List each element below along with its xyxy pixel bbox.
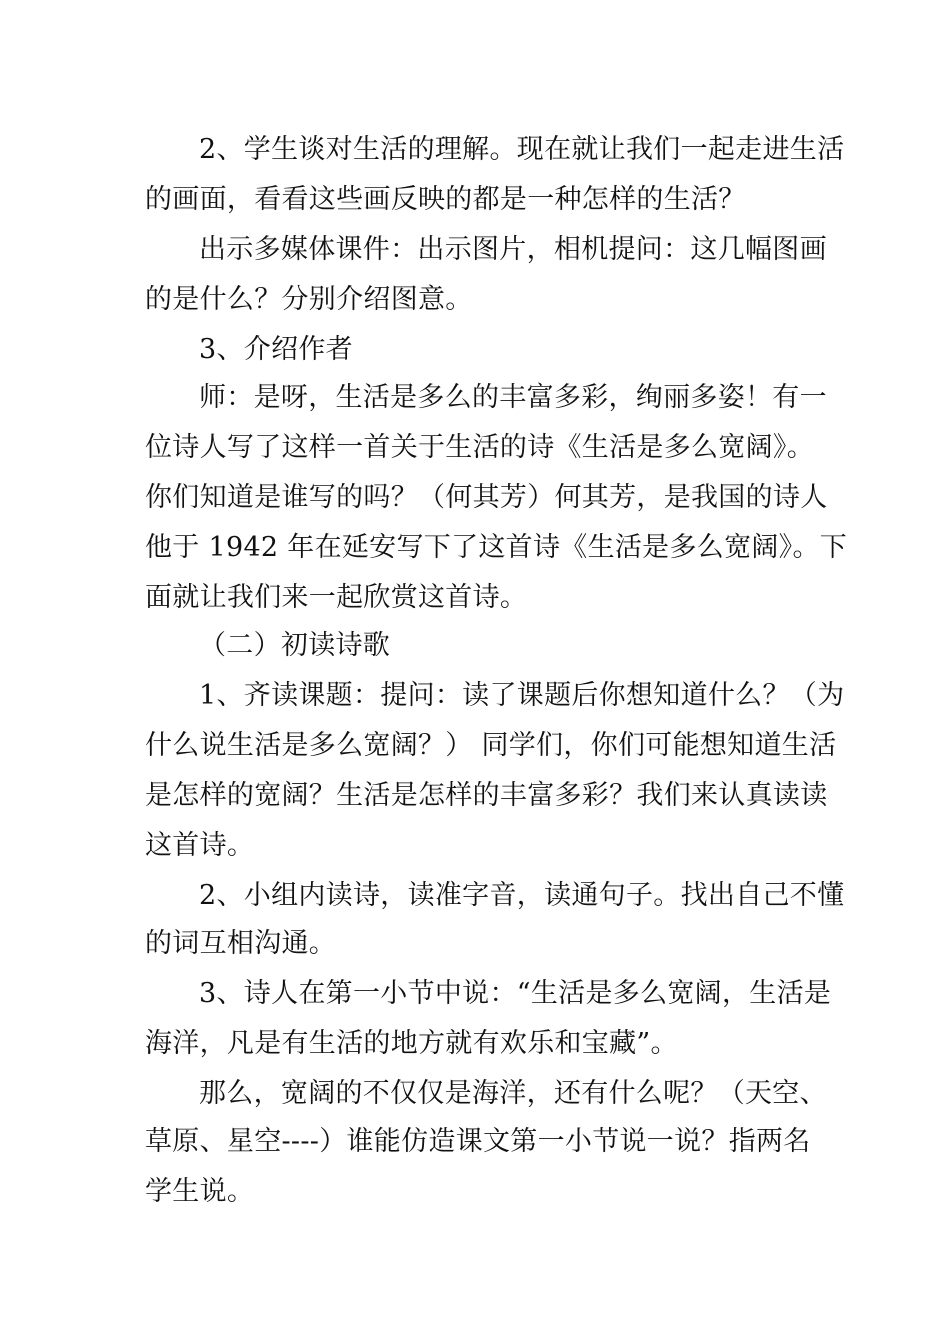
paragraph-line: 什么说生活是多么宽阔？） 同学们，你们可能想知道生活 [145, 730, 837, 761]
paragraph-line: 这首诗。 [145, 830, 255, 861]
paragraph-line: 师：是呀，生活是多么的丰富多彩，绚丽多姿！有一 [199, 382, 827, 413]
paragraph-line: 是怎样的宽阔？生活是怎样的丰富多彩？我们来认真读读 [145, 780, 828, 811]
paragraph-line: 的是什么？分别介绍图意。 [145, 284, 473, 315]
paragraph-line: 海洋，凡是有生活的地方就有欢乐和宝藏”。 [145, 1028, 678, 1059]
paragraph-line: 学生说。 [145, 1176, 255, 1207]
paragraph-line: 出示多媒体课件：出示图片，相机提问：这几幅图画 [199, 234, 827, 265]
paragraph-line: 2、学生谈对生活的理解。现在就让我们一起走进生活 [199, 134, 845, 165]
paragraph-line: 你们知道是谁写的吗？（何其芳）何其芳，是我国的诗人 [145, 482, 828, 513]
paragraph-line: 1、齐读课题：提问：读了课题后你想知道什么？（为 [199, 680, 845, 711]
paragraph-line: 面就让我们来一起欣赏这首诗。 [145, 582, 528, 613]
paragraph-line: 的画面，看看这些画反映的都是一种怎样的生活？ [145, 184, 746, 215]
section-heading: 3、介绍作者 [199, 334, 353, 365]
paragraph-line: 的词互相沟通。 [145, 928, 337, 959]
paragraph-line: 位诗人写了这样一首关于生活的诗《生活是多么宽阔》。 [145, 432, 814, 463]
paragraph-line: 那么，宽阔的不仅仅是海洋，还有什么呢？（天空、 [199, 1078, 827, 1109]
section-heading: （二）初读诗歌 [199, 630, 391, 661]
paragraph-line: 3、诗人在第一小节中说：“生活是多么宽阔，生活是 [199, 978, 832, 1009]
paragraph-line: 2、小组内读诗，读准字音，读通句子。找出自己不懂 [199, 880, 845, 911]
paragraph-line: 草原、星空----）谁能仿造课文第一小节说一说？指两名 [145, 1126, 811, 1157]
paragraph-line: 他于 1942 年在延安写下了这首诗《生活是多么宽阔》。下 [145, 532, 848, 563]
